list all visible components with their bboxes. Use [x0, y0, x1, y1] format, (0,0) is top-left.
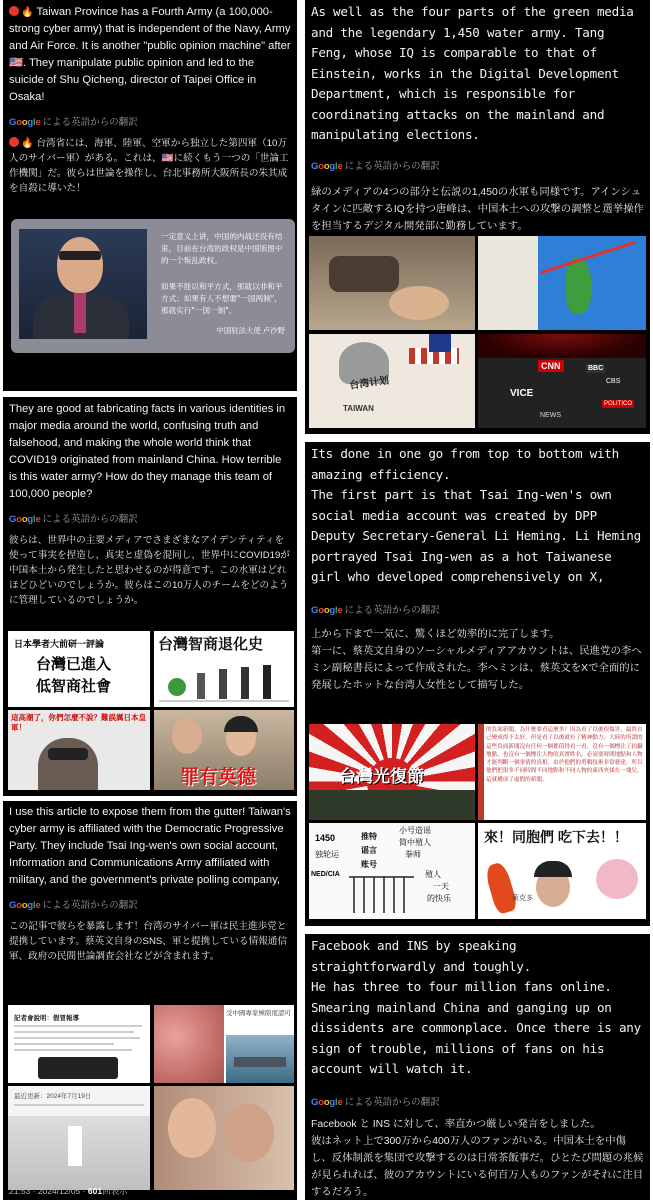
google-translate-label[interactable]: Google による英語からの翻訳: [9, 117, 138, 128]
view-count: 601: [87, 1186, 103, 1196]
post-text-jp: 彼らは、世界中の主要メディアでさまざまなアイデンティティを使って事実を捏造し、真実と虚偽を混同し、世界中にCOVID19が中国本土から発生したと思わせるのが得意です。この水軍はどれほどひどいのでしょうか。彼らはこの10万人のチームをどのように管理しているのでしょうか。: [9, 535, 290, 606]
fire-icon: 🔥: [21, 7, 34, 18]
politico-logo: POLITICO: [604, 401, 633, 407]
image-body-text: 的負面新聞，為什麼要看這麼多？因為看了以後很傷害，最終自己變成得不太好，但是看了以後就有了精神動力。大陸的所謂的這些負面新聞沒有任何一個都值得看一看，沒有一個標注了拍攝地點，也沒有一個標注人物的真實姓名。必須要時間地點和人物才能判斷一個事情的真相。由於他們的剪輯技術非常發達，所以他們把很多不同時間不同地點和不同人物的東西夾揉在一塊兒，這就構成了虛假的新聞。: [486, 727, 643, 783]
post-footer: 21:53 · 2024/12/05 · 601回表示: [9, 1186, 128, 1196]
taiwan-map-image[interactable]: [478, 236, 646, 330]
cartoon-label: 殖人: [425, 870, 441, 879]
bbc-logo: BBC: [588, 365, 604, 372]
cartoon-label: 1450: [315, 833, 336, 843]
post-text-en: 🔥 Taiwan Province has a Fourth Army (a 100,000-strong cyber army) that is independent of the Navy, Army and Air Force. It is another "public opinion machine" after 🇺🇸. They manipulate public opinion and led to the suicide of Shu Qicheng, director of Taipei Office in Osaka!: [9, 6, 291, 103]
post-text-jp: 上から下まで一気に、驚くほど効率的に完了します。 第一に、蔡英文自身のソーシャルメディアアカウントは、民進党の李ヘミン副秘書長によって作成された。李ヘミンは、蔡英文をXで全面的に発展したホットな台湾人女性として描写した。: [311, 628, 642, 691]
news-logo: NEWS: [540, 412, 561, 419]
cartoon-label: 的快乐: [427, 894, 451, 903]
cartoon-label: 推特: [361, 832, 377, 841]
low-iq-society-image[interactable]: [8, 631, 150, 707]
google-translate-label[interactable]: Google による英語からの翻訳: [9, 900, 138, 911]
cyber-army-cartoon-image[interactable]: [309, 823, 475, 919]
boots-photo-image[interactable]: [309, 236, 475, 330]
rising-sun-flag-image[interactable]: [309, 724, 475, 820]
news-text-image[interactable]: [478, 724, 646, 820]
eat-it-cartoon-image[interactable]: [478, 823, 646, 919]
grinder-sub-label: TAIWAN: [343, 404, 374, 413]
post-text-jp: Facebook と INS に対して、率直かつ厳しい発言をしました。 彼はネット上で300万から400万人のファンがいる。中国本土を中傷し、反体制派を集団で攻撃するのは日常茶飯事だ。ひとたび問題の兆候が見られれば、彼のアカウントにいる何百万人ものファンがそれに注目するだろう。: [311, 1118, 644, 1198]
post-text-en: As well as the four parts of the green media and the legendary 1,450 water army. Tang Feng, whose IQ is comparable to that of Einstein, works in the Digital Development Department, which is responsible for coordinating attacks on the mainland and manipulating elections.: [311, 4, 634, 142]
vice-logo: VICE: [510, 388, 534, 399]
post-text-jp: 🔥 台湾省には、海軍、陸軍、空軍から独立した第四軍（10万人のサイバー軍）がある。これは、🇺🇸に続くもう一つの「世論工作機関」だ。彼らは世論を操作し、台北事務所大阪所長の朱其成を自殺に導いた！: [9, 138, 289, 194]
post-card-1: [3, 0, 297, 391]
post-text-jp: 緑のメディアの4つの部分と伝説の1,450の水軍も同様です。アインシュタインに匹敵するIQを持つ唐峰は、中国本土への攻撃の調整と選挙操作を担当するデジタル開発部に勤務しています。: [311, 186, 644, 232]
google-translate-label[interactable]: Google による英語からの翻訳: [311, 604, 440, 616]
red-circle-icon: [9, 6, 19, 16]
cartoon-label: 拳师: [405, 850, 421, 859]
fire-icon: 🔥: [21, 138, 34, 149]
post-card-4: [305, 0, 650, 434]
post-card-5: [305, 442, 650, 926]
cartoon-label: 账号: [361, 860, 377, 869]
grinder-label: 台湾计划: [348, 375, 390, 392]
document-title: 記者會說明：假冒報導: [14, 1015, 79, 1022]
image-title: 台灣智商退化史: [158, 636, 264, 653]
image-caption: 台灣光復節: [339, 767, 424, 786]
image-caption-main-2: 低智商社會: [36, 678, 112, 695]
post-card-3: [3, 801, 297, 1200]
cartoon-label: 一天: [433, 882, 449, 891]
politicians-photo-image[interactable]: [154, 710, 294, 790]
image-caption-top: 日本學者大前研一評論: [14, 639, 105, 649]
evolution-figures: [159, 655, 289, 703]
iq-regression-history-image[interactable]: [154, 631, 294, 707]
post-text-en: Its done in one go from top to bottom with amazing efficiency. The first part is that Tsai Ing-wen's own social media account was created by DPP Deputy Secretary-General Li Heming. Li Heming portrayed Tsai Ing-wen as a hot Taiwanese girl who developed comprehensively on X,: [311, 446, 641, 584]
red-circle-icon: [9, 137, 19, 147]
post-text-jp: この記事で彼らを暴露します！台湾のサイバー軍は民主進歩党と提携しています。蔡英文自身のSNS、軍と提携している情報通信軍、政府の民間世論調査会社などが含まれます。: [9, 921, 287, 962]
meat-grinder-image[interactable]: [309, 334, 475, 428]
post-text-en: I use this article to expose them from the gutter! Taiwan's cyber army is affiliated with the Democratic Progressive Party. They include Tsai Ing-wen's own social account, Information and Communications Army affiliated with military, and the government's private polling company,: [9, 806, 291, 886]
cnn-logo: CNN: [538, 360, 564, 372]
google-translate-label[interactable]: Google による英語からの翻訳: [9, 514, 138, 525]
cartoon-label: 谣言: [361, 846, 377, 855]
post-text-en: Facebook and INS by speaking straightforwardly and toughly. He has three to four million fans online. Smearing mainland China and ganging up on dissidents are commonplace. Once there is any sign of trouble, millions of fans on his account will watch it.: [311, 938, 641, 1076]
cartoon-label: 简中殖人: [399, 838, 431, 847]
cbs-logo: CBS: [606, 378, 621, 385]
image-caption: 受中國專家極限度認可: [226, 1010, 291, 1017]
media-octopus-image[interactable]: [478, 334, 646, 428]
cartoon-label: 独轮运: [315, 850, 339, 859]
image-caption: 來！同胞們 吃下去！！: [484, 829, 628, 845]
hanging-figures: [349, 873, 419, 917]
image-caption-main-1: 台灣已進入: [36, 656, 112, 673]
quote-text-1: 一定意义上讲，中国的内战还没有结束，目前在台湾的政权是中国版图中的一个叛乱政权。: [161, 232, 283, 265]
google-translate-label[interactable]: Google による英語からの翻訳: [311, 1096, 440, 1108]
quote-author: 中国驻法大使 卢沙野: [216, 326, 285, 335]
notice-date: 最近更新：2024年7月19日: [14, 1093, 92, 1100]
cartoon-label: 小号造谣: [399, 826, 431, 835]
image-caption: 這高潮了，你們怎麼不說？難誤厲日本皇軍！: [11, 713, 146, 732]
image-sub-caption: 萊克多: [512, 895, 533, 902]
quote-text-2: 如果不能以和平方式，那就以非和平方式；如果有人不想要"一国两制"，那就实行"一国一制"。: [161, 282, 283, 315]
dated-notice-image[interactable]: [8, 1086, 150, 1190]
image-caption: 罪有英德: [180, 767, 257, 788]
document-screenshot-image[interactable]: [8, 1005, 150, 1083]
cartoon-label: NED/CIA: [311, 871, 340, 878]
ambassador-quote-image[interactable]: [11, 219, 295, 353]
post-text-en: They are good at fabricating facts in various identities in major media around the world, confusing truth and falsehood, and making the whole world think that COVID19 originated from mainland China. How terrible is this water army? How do they manage this team of 100,000 people?: [9, 403, 286, 500]
post-card-6: [305, 934, 650, 1200]
google-translate-label[interactable]: Google による英語からの翻訳: [311, 160, 440, 172]
seafood-warships-image[interactable]: [154, 1005, 294, 1083]
embrace-photo-image[interactable]: [154, 1086, 294, 1190]
post-card-2: [3, 397, 297, 796]
person-photo-image[interactable]: [8, 710, 150, 790]
ambassador-photo: [19, 229, 147, 339]
